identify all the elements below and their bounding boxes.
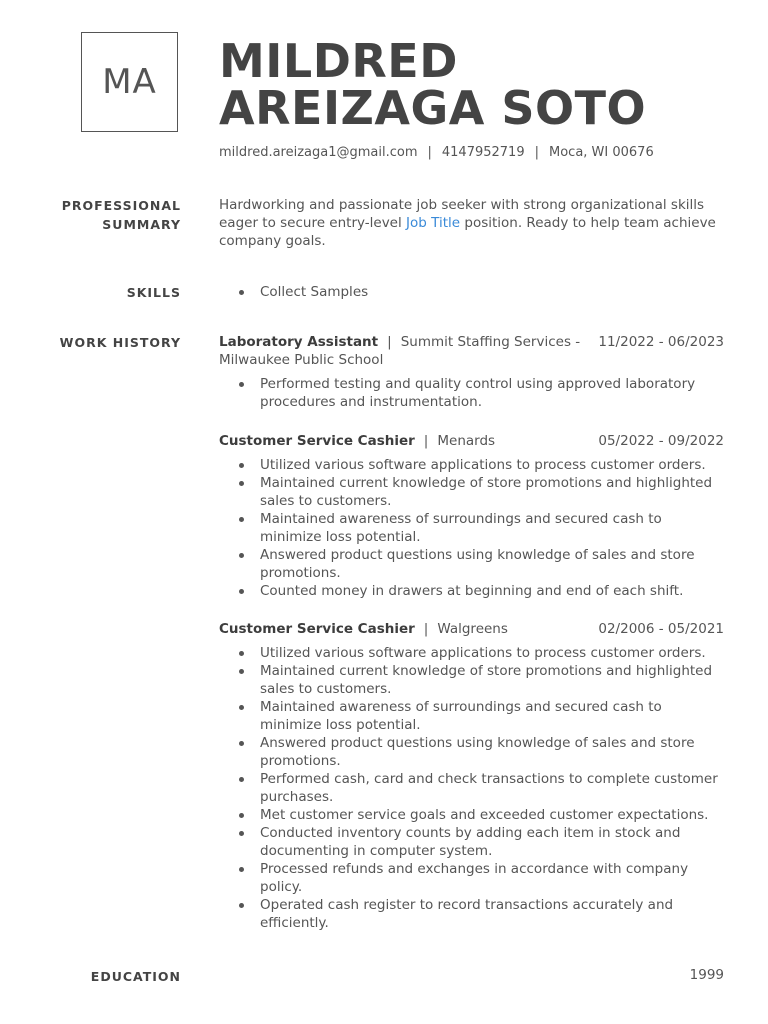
education-year: 1999 (689, 967, 724, 983)
contact-phone: 4147952719 (441, 145, 525, 160)
job-header (219, 432, 724, 450)
job-bullet: Counted money in drawers at beginning and end of each shift. (219, 582, 724, 600)
job-dates: 05/2022 - 09/2022 (598, 433, 724, 449)
summary-text-after: position. Ready to help team achieve company goals. (219, 215, 716, 249)
job-bullet: Performed cash, card and check transactions to complete customer purchases. (219, 770, 724, 806)
name-line-2: AREIZAGA SOTO (219, 81, 647, 135)
job-title-link[interactable]: Job Title (406, 215, 461, 231)
contact-separator: | (534, 145, 539, 160)
contact-email: mildred.areizaga1@gmail.com (219, 145, 418, 160)
job-header (219, 333, 724, 369)
contact-separator: | (427, 145, 432, 160)
monogram-initials: MA (102, 62, 157, 102)
job-bullet: Answered product questions using knowledge of sales and store promotions. (219, 546, 724, 582)
job-header (219, 620, 724, 638)
summary-section-label (30, 196, 181, 234)
job-bullet: Maintained awareness of surroundings and secured cash to minimize loss potential. (219, 510, 724, 546)
job-bullet: Maintained current knowledge of store promotions and highlighted sales to customers. (219, 474, 724, 510)
job-company: Walgreens (437, 621, 508, 637)
job-bullet: Processed refunds and exchanges in accordance with company policy. (219, 860, 724, 896)
education-section-label: EDUCATION (90, 969, 181, 984)
skill-item: Collect Samples (219, 283, 724, 301)
job-bullet: Maintained current knowledge of store promotions and highlighted sales to customers. (219, 662, 724, 698)
job-company-continued: Milwaukee Public School (219, 352, 384, 368)
job-entry-3 (219, 620, 724, 932)
job-separator: | (423, 621, 429, 637)
job-company: Summit Staffing Services - (400, 334, 581, 350)
job-title: Customer Service Cashier (219, 433, 415, 449)
job-bullet: Operated cash register to record transactions accurately and efficiently. (219, 896, 724, 932)
job-bullets (219, 375, 724, 411)
job-title: Customer Service Cashier (219, 621, 415, 637)
job-title: Laboratory Assistant (219, 334, 379, 350)
name-line-1: MILDRED (219, 34, 458, 88)
job-bullet: Answered product questions using knowledge of sales and store promotions. (219, 734, 724, 770)
contact-location: Moca, WI 00676 (549, 145, 654, 160)
summary-label-line-1: PROFESSIONAL (61, 198, 181, 213)
job-bullet: Conducted inventory counts by adding each item in stock and documenting in computer system. (219, 824, 724, 860)
monogram-box (81, 32, 178, 132)
job-entry-2 (219, 432, 724, 600)
skills-section-label: SKILLS (126, 285, 181, 300)
job-bullets (219, 456, 724, 600)
candidate-name (219, 34, 647, 135)
job-separator: | (387, 334, 392, 350)
summary-text-before: Hardworking and passionate job seeker with strong organizational skills eager to secure entry-level (219, 197, 705, 231)
job-separator: | (423, 433, 429, 449)
job-bullets (219, 644, 724, 932)
job-dates: 11/2022 - 06/2023 (598, 334, 724, 350)
summary-label-line-2: SUMMARY (102, 217, 181, 232)
job-entry-1 (219, 333, 724, 411)
job-company: Menards (437, 433, 496, 449)
contact-line (219, 145, 654, 160)
job-dates: 02/2006 - 05/2021 (598, 621, 724, 637)
job-bullet: Maintained awareness of surroundings and secured cash to minimize loss potential. (219, 698, 724, 734)
job-bullet: Utilized various software applications to process customer orders. (219, 456, 724, 474)
job-bullet: Performed testing and quality control using approved laboratory procedures and instrumentation. (219, 375, 724, 411)
summary-text (219, 196, 724, 250)
skills-list (219, 283, 724, 301)
job-bullet: Met customer service goals and exceeded customer expectations. (219, 806, 724, 824)
skills-list-container (219, 283, 724, 301)
job-bullet: Utilized various software applications to process customer orders. (219, 644, 724, 662)
work-history-section-label: WORK HISTORY (59, 335, 181, 350)
